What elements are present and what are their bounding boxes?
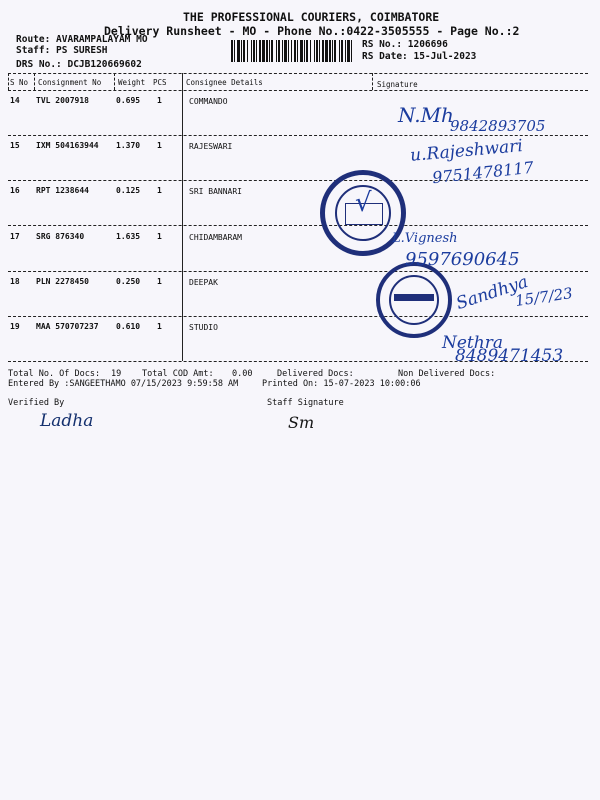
col-divider bbox=[372, 73, 373, 90]
row-rule bbox=[8, 225, 588, 226]
cell-pcs: 1 bbox=[157, 141, 162, 150]
header-weight: Weight bbox=[118, 78, 146, 87]
header-pcs: PCS bbox=[153, 78, 167, 87]
runsheet-title: Delivery Runsheet - MO - Phone No.:0422-3505555 - Page No.:2 bbox=[104, 24, 520, 38]
header-sno: S No bbox=[10, 78, 29, 87]
cell-sno: 19 bbox=[10, 322, 20, 331]
delivered-docs-label: Delivered Docs: bbox=[277, 369, 354, 379]
cell-weight: 0.125 bbox=[116, 186, 141, 195]
total-docs-label: Total No. Of Docs: bbox=[8, 369, 101, 379]
col-divider bbox=[8, 73, 9, 90]
row-rule bbox=[8, 316, 588, 317]
phone-19: 8489471453 bbox=[455, 346, 564, 366]
cell-pcs: 1 bbox=[157, 186, 162, 195]
cell-consignment: PLN 2278450 bbox=[36, 277, 89, 286]
route-label: Route: AVARAMPALAYAM MO bbox=[16, 34, 148, 45]
cell-weight: 1.635 bbox=[116, 232, 141, 241]
cell-sno: 14 bbox=[10, 96, 20, 105]
non-delivered-docs-label: Non Delivered Docs: bbox=[398, 369, 496, 379]
cell-consignment: RPT 1238644 bbox=[36, 186, 89, 195]
cod-value: 0.00 bbox=[232, 369, 253, 379]
phone-15: 9751478117 bbox=[431, 157, 535, 188]
cell-consignee: CHIDAMBARAM bbox=[189, 233, 242, 242]
staff-label: Staff: PS SURESH bbox=[16, 45, 108, 56]
cell-sno: 15 bbox=[10, 141, 20, 150]
cell-consignment: IXM 504163944 bbox=[36, 141, 99, 150]
college-seal-stamp bbox=[376, 262, 452, 338]
cell-pcs: 1 bbox=[157, 232, 162, 241]
cell-sno: 18 bbox=[10, 277, 20, 286]
barcode-image bbox=[231, 40, 355, 62]
col-divider bbox=[34, 73, 35, 90]
cell-sno: 16 bbox=[10, 186, 20, 195]
rs-date: RS Date: 15-Jul-2023 bbox=[362, 51, 477, 62]
cell-consignee: RAJESWARI bbox=[189, 142, 233, 151]
header-consignee: Consignee Details bbox=[186, 78, 263, 87]
cell-consignment: SRG 876340 bbox=[36, 232, 85, 241]
cell-weight: 0.250 bbox=[116, 277, 141, 286]
signature-15: u.Rajeshwari bbox=[409, 136, 524, 166]
cell-consignee: DEEPAK bbox=[189, 278, 218, 287]
col-divider bbox=[114, 73, 115, 90]
signature-17: L.Vignesh bbox=[392, 231, 458, 246]
verified-by-label: Verified By bbox=[8, 398, 65, 408]
cell-consignee: STUDIO bbox=[189, 323, 218, 332]
table-top-rule bbox=[8, 73, 588, 74]
row-rule bbox=[8, 135, 588, 136]
rs-number: RS No.: 1206696 bbox=[362, 39, 448, 50]
cell-consignee: SRI BANNARI bbox=[189, 187, 242, 196]
signature-16: √ bbox=[355, 188, 372, 218]
cell-pcs: 1 bbox=[157, 322, 162, 331]
phone-14: 9842893705 bbox=[450, 117, 546, 135]
header-consignment: Consignment No bbox=[38, 78, 102, 87]
cell-consignment: TVL 2007918 bbox=[36, 96, 89, 105]
cell-weight: 1.370 bbox=[116, 141, 141, 150]
phone-17: 9597690645 bbox=[405, 249, 520, 270]
col-divider bbox=[182, 73, 183, 361]
drs-number: DRS No.: DCJB120669602 bbox=[16, 59, 142, 70]
entered-by: Entered By :SANGEETHAMO 07/15/2023 9:59:58 AM bbox=[8, 379, 239, 389]
staff-signature-mark: Sm bbox=[288, 413, 315, 432]
table-header-rule bbox=[8, 90, 588, 91]
verified-by-signature: Ladha bbox=[40, 411, 94, 431]
cell-pcs: 1 bbox=[157, 96, 162, 105]
date-18: 15/7/23 bbox=[514, 284, 574, 310]
header-signature: Signature bbox=[377, 80, 418, 89]
cell-weight: 0.610 bbox=[116, 322, 141, 331]
company-title: THE PROFESSIONAL COURIERS, COIMBATORE bbox=[183, 10, 440, 24]
signature-19: Nethra bbox=[442, 333, 503, 353]
cell-sno: 17 bbox=[10, 232, 20, 241]
cell-weight: 0.695 bbox=[116, 96, 141, 105]
cod-label: Total COD Amt: bbox=[142, 369, 214, 379]
signature-18: Sandhya bbox=[453, 272, 531, 314]
cell-consignee: COMMANDO bbox=[189, 97, 228, 106]
staff-signature-label: Staff Signature bbox=[267, 398, 344, 408]
cell-consignment: MAA 570707237 bbox=[36, 322, 99, 331]
cell-pcs: 1 bbox=[157, 277, 162, 286]
total-docs-value: 19 bbox=[111, 369, 122, 379]
signature-14: N.Mh bbox=[398, 103, 454, 127]
printed-on: Printed On: 15-07-2023 10:00:06 bbox=[262, 379, 421, 389]
row-rule bbox=[8, 271, 588, 272]
